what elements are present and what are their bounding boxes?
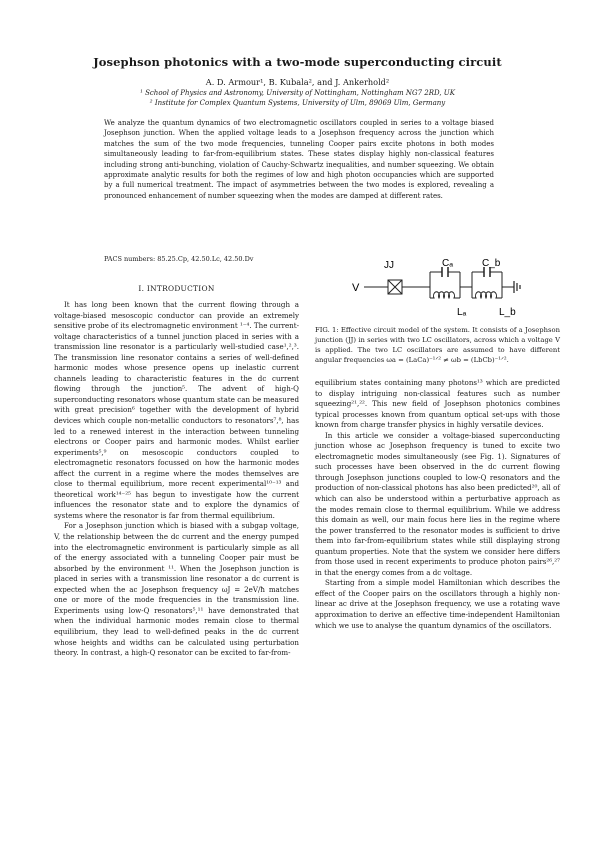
- jj-label: JJ: [384, 260, 394, 271]
- inductor-a-label: Lₐ: [457, 307, 467, 318]
- paragraph: In this article we consider a voltage-biased superconducting junction whose ac Josephson frequency is tuned to excite two electromagnetic modes simultaneously (see Fig. 1). Signatures of such processes have been observed in the dc current flowing through Josephson junctions coupled to low-Q resonators and the production of non-classical photons has also been predicted²⁰, all of which can also be understood within a perturbative approach as the modes remain close to thermal equilibrium. While we address this domain as well, our main focus here lies in the regime where the power transferred to the resonator modes is sufficient to drive them into far-from-equilibrium states while still displaying strong quantum properties. Note that the system we consider here differs from those used in recent experiments to produce photon pairs²⁶,²⁷ in that the energy comes from a dc voltage.: [315, 430, 560, 577]
- paragraph: It has long been known that the current flowing through a voltage-biased mesoscopic conductor can provide an extremely sensitive probe of its electromagnetic environment ¹⁻⁴. The current-voltage characteristics of a tunnel junction placed in series with a transmission line resonator is a particularly well-studied case¹,²,³. The transmission line resonator contains a series of well-defined harmonic modes whose presence opens up inelastic current channels leading to characteristic features in the dc current flowing through the junction⁵. The advent of high-Q superconducting resonators whose quantum state can be measured with great precision⁶ together with the development of hybrid devices which couple non-metallic conductors to resonators⁷,⁸, has led to a renewed interest in the interaction between tunneling electrons or Cooper pairs and harmonic modes. Whilst earlier experiments⁵,⁹ on mesoscopic conductors coupled to electromagnetic resonators focussed on how the harmonic modes affect the current in a regime where the modes themselves are close to thermal equilibrium, more recent experimental¹⁰⁻¹³ and theoretical work¹⁴⁻²⁵ has begun to investigate how the current influences the resonator state and to explore the dynamics of systems where the resonator is far from thermal equilibrium.: [54, 300, 299, 520]
- capacitor-a-label: Cₐ: [442, 258, 453, 269]
- circuit-diagram: [330, 252, 545, 320]
- affiliation-2: ² Institute for Complex Quantum Systems, University of Ulm, 89069 Ulm, Germany: [149, 99, 446, 107]
- author-list: A. D. Armour¹, B. Kubala², and J. Ankerhold²: [205, 77, 390, 87]
- paper-title: Josephson photonics with a two-mode superconducting circuit: [93, 55, 502, 69]
- left-column: [54, 300, 299, 659]
- section-heading: I. INTRODUCTION: [138, 284, 215, 293]
- right-column: [315, 378, 560, 631]
- paragraph: equilibrium states containing many photons¹³ which are predicted to display intriguing non-classical features such as number squeezing²¹,²². This new field of Josephson photonics combines typical processes known from quantum optical set-ups with those known from charge transfer physics in highly versatile devices.: [315, 378, 560, 430]
- voltage-label: V: [352, 282, 360, 294]
- inductor-b: [472, 292, 502, 298]
- pacs-numbers: PACS numbers: 85.25.Cp, 42.50.Lc, 42.50.Dv: [104, 255, 254, 263]
- affiliation-1: ¹ School of Physics and Astronomy, University of Nottingham, Nottingham NG7 2RD, UK: [140, 89, 455, 97]
- figure-caption: FIG. 1: Effective circuit model of the system. It consists of a Josephson junction (JJ) in series with two LC oscillators, across which a voltage V is applied. The two LC oscillators are assumed to have different angular frequencies ωa = (LaCa)⁻¹ᐟ² ≠ ωb = (LbCb)⁻¹ᐟ².: [315, 326, 560, 364]
- inductor-b-label: L_b: [499, 307, 516, 318]
- inductor-a: [430, 292, 460, 298]
- capacitor-b-label: C_b: [482, 258, 501, 269]
- paragraph: For a Josephson junction which is biased with a subgap voltage, V, the relationship between the dc current and the energy pumped into the electromagnetic environment is particularly simple as all of the energy associated with a tunneling Cooper pair must be absorbed by the environment ¹¹. When the Josephson junction is placed in series with a transmission line resonator a dc current is expected when the ac Josephson frequency ωJ = 2eV/ħ matches one or more of the mode frequencies in the transmission line. Experiments using low-Q resonators⁵,¹¹ have demonstrated that when the individual harmonic modes remain close to thermal equilibrium, they lead to well-defined peaks in the dc current whose heights and widths can be calculated using perturbation theory. In contrast, a high-Q resonator can be excited to far-from-: [54, 521, 299, 658]
- abstract: We analyze the quantum dynamics of two electromagnetic oscillators coupled in series to a voltage biased Josephson junction. When the applied voltage leads to a Josephson frequency across the junction which matches the sum of the two mode frequencies, tunneling Cooper pairs excite photons in both modes simultaneously leading to far-from-equilibrium states. These states display highly non-classical features including strong anti-bunching, violation of Cauchy-Schwartz inequalities, and number squeezing. We obtain approximate analytic results for both the regimes of low and high photon occupancies which are supported by a full numerical treatment. The impact of asymmetries between the two modes is explored, revealing a pronounced enhancement of number squeezing when the modes are damped at different rates.: [104, 119, 494, 200]
- paragraph: Starting from a simple model Hamiltonian which describes the effect of the Cooper pairs on the oscillators through a highly non-linear ac drive at the Josephson frequency, we use a rotating wave approximation to derive an effective time-independent Hamiltonian which we use to analyse the quantum dynamics of the oscillators.: [315, 578, 560, 630]
